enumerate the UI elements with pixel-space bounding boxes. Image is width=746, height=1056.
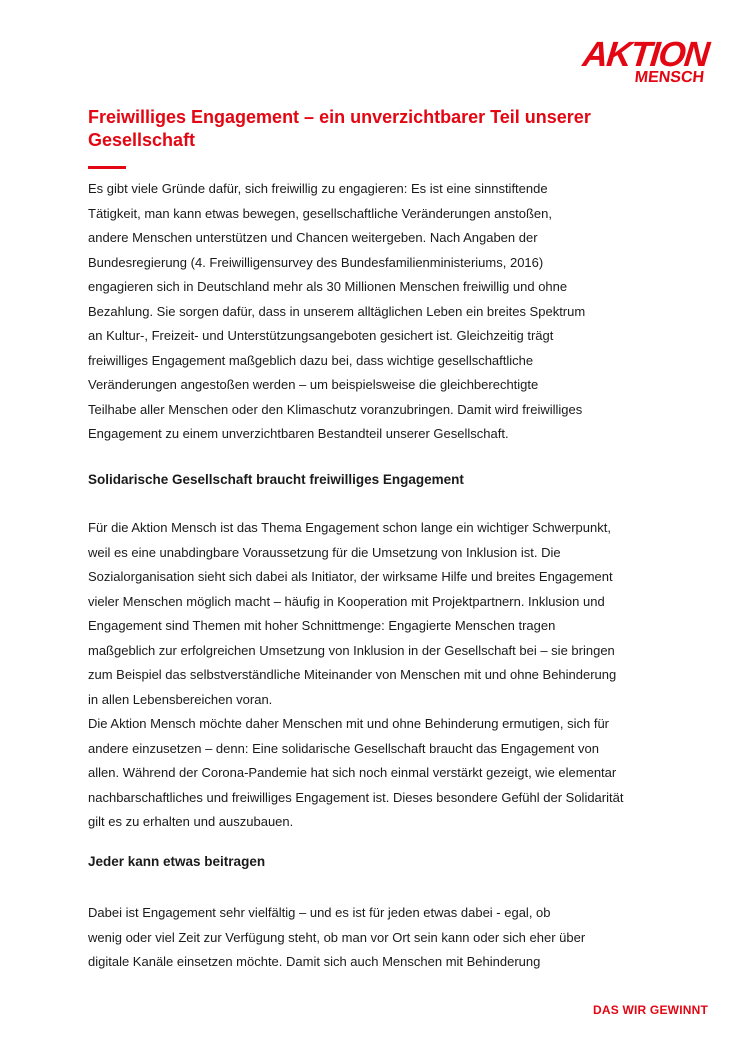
section1-line: nachbarschaftliches und freiwilliges Engagement ist. Dieses besondere Gefühl der Solidarität [88, 789, 624, 805]
section1-line: gilt es zu erhalten und auszubauen. [88, 814, 294, 829]
section1-line: Sozialorganisation sieht sich dabei als Initiator, der wirksame Hilfe und breites Engagement [88, 569, 613, 584]
section2-line: digitale Kanäle einsetzen möchte. Damit sich auch Menschen mit Behinderung [88, 954, 541, 969]
section1-line: weil es eine unabdingbare Voraussetzung für die Umsetzung von Inklusion ist. Die [88, 544, 561, 560]
intro-line: an Kultur-, Freizeit- und Unterstützungsangeboten gesichert ist. Gleichzeitig trägt [88, 328, 554, 343]
intro-line: Tätigkeit, man kann etwas bewegen, gesellschaftliche Veränderungen anstoßen, [88, 205, 552, 221]
section1-line: in allen Lebensbereichen voran. [88, 691, 273, 707]
title-underline [88, 166, 126, 169]
logo-wordmark-bottom: MENSCH [633, 69, 705, 86]
section2-line: wenig oder viel Zeit zur Verfügung steht, ob man vor Ort sein kann oder sich eher über [88, 929, 586, 945]
section1-line: vieler Menschen möglich macht – häufig in Kooperation mit Projektpartnern. Inklusion und [88, 593, 605, 609]
section1-line: Die Aktion Mensch möchte daher Menschen mit und ohne Behinderung ermutigen, sich für [88, 716, 610, 731]
section-heading-solidarity: Solidarische Gesellschaft braucht freiwilliges Engagement [88, 472, 464, 487]
logo-wordmark-top: AKTION [580, 35, 711, 74]
intro-line: andere Menschen unterstützen und Chancen weitergeben. Nach Angaben der [88, 230, 538, 245]
section1-line: allen. Während der Corona-Pandemie hat sich noch einmal verstärkt gezeigt, wie elementar [88, 765, 617, 780]
intro-line: engagieren sich in Deutschland mehr als 30 Millionen Menschen freiwillig und ohne [88, 279, 568, 294]
section1-line: andere einzusetzen – denn: Eine solidarische Gesellschaft braucht das Engagement von [88, 740, 599, 756]
section1-line: Engagement sind Themen mit hoher Schnittmenge: Engagierte Menschen tragen [88, 618, 556, 633]
section-heading-contribution: Jeder kann etwas beitragen [88, 854, 266, 869]
aktion-mensch-logo [580, 35, 711, 88]
section1-line: zum Beispiel das selbstverständliche Miteinander von Menschen mit und ohne Behinderung [88, 667, 617, 682]
section-solidarity-paragraph [88, 516, 668, 835]
page-title: Freiwilliges Engagement – ein unverzichtbarer Teil unserer Gesellschaft [88, 107, 591, 150]
intro-line: Bezahlung. Sie sorgen dafür, dass in unserem alltäglichen Leben ein breites Spektrum [88, 303, 586, 319]
section2-line: Dabei ist Engagement sehr vielfältig – und es ist für jeden etwas dabei - egal, ob [88, 905, 551, 920]
intro-paragraph [88, 177, 668, 447]
intro-line: freiwilliges Engagement maßgeblich dazu bei, dass wichtige gesellschaftliche [88, 352, 534, 368]
intro-line: Es gibt viele Gründe dafür, sich freiwillig zu engagieren: Es ist eine sinnstiftende [88, 181, 548, 196]
intro-line: Bundesregierung (4. Freiwilligensurvey des Bundesfamilienministeriums, 2016) [88, 254, 544, 270]
intro-line: Veränderungen angestoßen werden – um beispielsweise die gleichberechtigte [88, 377, 539, 392]
footer-tagline: DAS WIR GEWINNT [593, 1003, 708, 1017]
intro-line: Engagement zu einem unverzichtbaren Bestandteil unserer Gesellschaft. [88, 426, 509, 441]
intro-line: Teilhabe aller Menschen oder den Klimaschutz voranzubringen. Damit wird freiwilliges [88, 401, 583, 417]
section-contribution-paragraph [88, 901, 668, 975]
section1-line: maßgeblich zur erfolgreichen Umsetzung von Inklusion in der Gesellschaft bei – sie bringen [88, 642, 615, 658]
section1-line: Für die Aktion Mensch ist das Thema Engagement schon lange ein wichtiger Schwerpunkt, [88, 520, 611, 535]
